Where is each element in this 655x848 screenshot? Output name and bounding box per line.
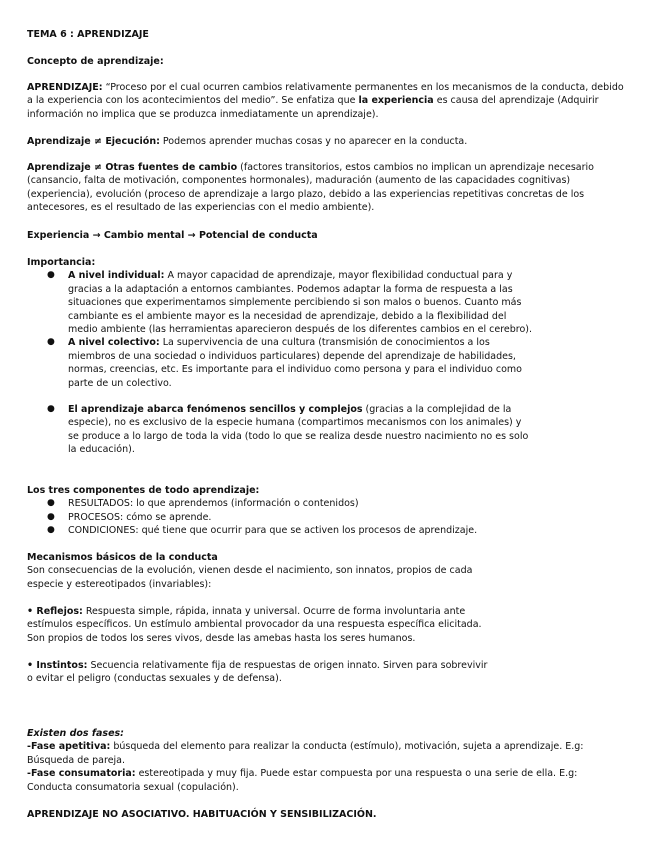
list-item: ● CONDICIONES: qué tiene que ocurrir para que se activen los procesos de aprendizaje. — [47, 525, 478, 537]
bullet-icon: ● — [47, 404, 55, 415]
fases-heading: Existen dos fases: — [27, 728, 124, 739]
mecanismos-heading: Mecanismos básicos de la conducta — [27, 552, 218, 563]
mecanismos-section: Mecanismos básicos de la conducta Son consecuencias de la evolución, vienen desde el nacimiento, son innatos, propios de cada especie y estereotipados (invariables): — [27, 552, 473, 590]
title-text: TEMA 6 : APRENDIZAJE — [27, 29, 149, 40]
definition-paragraph: APRENDIZAJE: “Proceso por el cual ocurren cambios relativamente permanentes en los mecanismos de la conducta, debido a la experiencia con los acontecimientos del medio”. Se enfatiza que la experiencia es causa del aprendizaje (Adquirir información no implica que se produzca inmediatamente un aprendizaje). — [27, 82, 624, 120]
document-title — [27, 28, 627, 41]
bullet-icon: ● — [47, 498, 55, 509]
list-item: ● A nivel colectivo: La supervivencia de una cultura (transmisión de conocimientos a los miembros de una sociedad o individuos particulares) depende del aprendizaje de habilidades, normas, creencias, etc. Es importante para el individuo como persona y para el individuo como parte de un colectivo. — [47, 337, 522, 389]
bullet-icon: ● — [47, 337, 55, 348]
final-heading: APRENDIZAJE NO ASOCIATIVO. HABITUACIÓN Y SENSIBILIZACIÓN. — [27, 809, 377, 820]
importancia-section — [27, 256, 532, 457]
definition-term: APRENDIZAJE: — [27, 82, 103, 93]
bullet-icon: ● — [47, 270, 55, 281]
definition-emphasis: la experiencia — [358, 95, 434, 107]
concepto-heading: Concepto de aprendizaje: — [27, 56, 164, 67]
componentes-section — [27, 484, 627, 538]
fases-section: Existen dos fases: -Fase apetitiva: búsqueda del elemento para realizar la conducta (estímulo), motivación, sujeta a aprendizaje. E.g: Búsqueda de pareja. -Fase consumatoria: estereotipada y muy fija. Puede estar compuesta por una respuesta o una serie de ella. E.g: Conducta consumatoria sexual (copulación). — [27, 728, 584, 793]
list-item: ● El aprendizaje abarca fenómenos sencillos y complejos (gracias a la complejidad de la especie), no es exclusivo de la especie humana (compartimos mecanismos con los animales) y se produce a lo largo de toda la vida (todo lo que se realiza desde nuestro nacimiento no es solo la educación). — [47, 404, 529, 456]
bullet-icon: ● — [47, 511, 55, 522]
importancia-heading: Importancia: — [27, 257, 96, 268]
list-item: ● RESULTADOS: lo que aprendemos (información o contenidos) — [47, 498, 359, 510]
fuentes-paragraph: Aprendizaje ≠ Otras fuentes de cambio (factores transitorios, estos cambios no implican un aprendizaje necesario (cansancio, falta de motivación, componentes hormonales), maduración (aumento de las capacidades cognitivas) (experiencia), evolución (proceso de aprendizaje a largo plazo, debido a las experiencias repetitivas concretas de los antecesores, es el resultado de las experiencias con el medio ambiente). — [27, 162, 594, 214]
list-item: ● A nivel individual: A mayor capacidad de aprendizaje, mayor flexibilidad conductual para y gracias a la adaptación a entornos cambiantes. Podemos adaptar la forma de respuesta a las situaciones que experimentamos simplemente percibiendo si son malos o buenos. Cuanto más cambiante es el ambiente mayor es la necesidad de aprendizaje, debido a la flexibilidad del medio ambiente (las herramientas aparecieron después de los diferentes cambios en el cerebro). — [47, 270, 532, 336]
formula-line: Experiencia → Cambio mental → Potencial de conducta — [27, 230, 318, 241]
reflejos-paragraph: • Reflejos: Respuesta simple, rápida, innata y universal. Ocurre de forma involuntaria ante estímulos específicos. Un estímulo ambiental provocador da una respuesta específica elicitada. Son propios de todos los seres vivos, desde las amebas hasta los seres humanos. — [27, 606, 482, 644]
bullet-icon: ● — [47, 525, 55, 536]
componentes-heading: Los tres componentes de todo aprendizaje: — [27, 485, 260, 496]
instintos-paragraph: • Instintos: Secuencia relativamente fija de respuestas de origen innato. Sirven para sobrevivir o evitar el peligro (conductas sexuales y de defensa). — [27, 660, 488, 685]
ejecucion-paragraph: Aprendizaje ≠ Ejecución: Podemos aprender muchas cosas y no aparecer en la conducta. — [27, 136, 468, 147]
list-item: ● PROCESOS: cómo se aprende. — [47, 511, 212, 523]
